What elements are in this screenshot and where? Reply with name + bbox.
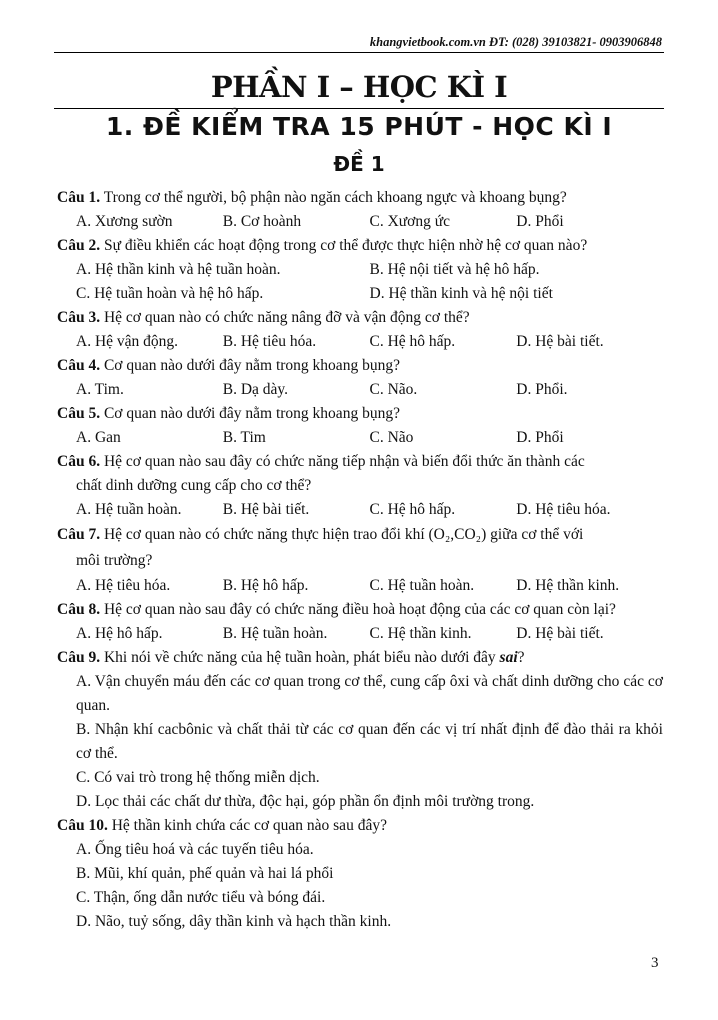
question-text: Hệ cơ quan nào sau đây có chức năng điều hoà hoạt động của các cơ quan còn lại? bbox=[103, 601, 616, 618]
part-title: PHẦN I – HỌC KÌ I bbox=[210, 70, 508, 104]
question-text: Hệ thần kinh chứa các cơ quan nào sau đây? bbox=[111, 817, 387, 834]
question-stem bbox=[57, 450, 663, 498]
answer-option: B. Hệ tuần hoàn. bbox=[222, 625, 328, 642]
answer-option: D. Lọc thải các chất dư thừa, độc hại, góp phần ổn định môi trường trong. bbox=[76, 793, 535, 810]
options-row bbox=[57, 378, 663, 402]
question-label: Câu 10. bbox=[57, 817, 108, 834]
question-stem bbox=[57, 186, 663, 210]
emphasis-word: sai bbox=[499, 649, 518, 666]
answer-option: D. Phổi bbox=[516, 429, 564, 446]
answer-option: B. Mũi, khí quản, phế quản và hai lá phổi bbox=[76, 865, 334, 882]
options-row bbox=[57, 210, 663, 234]
answer-option: B. Dạ dày. bbox=[222, 381, 289, 398]
answer-option: D. Hệ tiêu hóa. bbox=[516, 501, 611, 518]
answer-option: A. Ống tiêu hoá và các tuyến tiêu hóa. bbox=[76, 841, 314, 858]
question-stem bbox=[57, 522, 663, 574]
question-stem bbox=[57, 354, 663, 378]
question-text: Hệ cơ quan nào có chức năng nâng đỡ và vận động cơ thể? bbox=[103, 309, 470, 326]
page-header: khangvietbook.com.vn ĐT: (028) 39103821- 0903906848 bbox=[369, 35, 662, 49]
question-6 bbox=[57, 450, 663, 522]
page-number: 3 bbox=[651, 955, 659, 971]
answer-option: D. Hệ thần kinh. bbox=[516, 577, 620, 594]
exam-title: ĐỀ 1 bbox=[333, 152, 385, 176]
section-title: 1. ĐỀ KIỂM TRA 15 PHÚT - HỌC KÌ I bbox=[105, 112, 613, 141]
header-rule bbox=[54, 52, 664, 53]
answer-option: B. Hệ bài tiết. bbox=[222, 501, 310, 518]
question-label: Câu 4. bbox=[57, 357, 101, 374]
question-4 bbox=[57, 354, 663, 402]
answer-option: C. Hệ tuần hoàn. bbox=[369, 577, 475, 594]
options-row bbox=[57, 622, 663, 646]
answer-option: A. Xương sườn bbox=[76, 213, 173, 230]
answer-option: C. Hệ hô hấp. bbox=[369, 333, 456, 350]
question-text: Hệ cơ quan nào có chức năng thực hiện trao đổi khí (O₂,CO₂) giữa cơ thể với bbox=[103, 526, 584, 543]
question-7 bbox=[57, 522, 663, 598]
answer-option: B. Hệ tiêu hóa. bbox=[222, 333, 317, 350]
answer-option: B. Hệ nội tiết và hệ hô hấp. bbox=[369, 261, 540, 278]
question-label: Câu 9. bbox=[57, 649, 101, 666]
question-list bbox=[57, 186, 663, 934]
question-text: Cơ quan nào dưới đây nằm trong khoang bụng? bbox=[103, 405, 400, 422]
answer-option: A. Hệ thần kinh và hệ tuần hoàn. bbox=[76, 261, 281, 278]
question-stem bbox=[57, 598, 663, 622]
options-row bbox=[57, 330, 663, 354]
answer-option: B. Tim bbox=[222, 429, 266, 446]
question-text: Cơ quan nào dưới đây nằm trong khoang bụng? bbox=[103, 357, 400, 374]
answer-option: D. Hệ bài tiết. bbox=[516, 333, 604, 350]
question-stem bbox=[57, 814, 663, 838]
question-2 bbox=[57, 234, 663, 306]
answer-option: A. Hệ tuần hoàn. bbox=[76, 501, 182, 518]
answer-option: A. Tim. bbox=[76, 381, 124, 398]
question-text: Trong cơ thể người, bộ phận nào ngăn cách khoang ngực và khoang bụng? bbox=[103, 189, 567, 206]
options-row bbox=[57, 282, 663, 306]
question-8 bbox=[57, 598, 663, 646]
question-stem bbox=[57, 306, 663, 330]
answer-option: D. Phổi. bbox=[516, 381, 568, 398]
answer-option: A. Hệ hô hấp. bbox=[76, 625, 163, 642]
question-label: Câu 2. bbox=[57, 237, 101, 254]
question-tail: ? bbox=[517, 649, 525, 666]
answer-option: C. Hệ hô hấp. bbox=[369, 501, 456, 518]
answer-option: C. Hệ tuần hoàn và hệ hô hấp. bbox=[76, 285, 264, 302]
question-text-continued: môi trường? bbox=[76, 552, 153, 569]
options-row bbox=[57, 574, 663, 598]
question-label: Câu 8. bbox=[57, 601, 101, 618]
answer-option: C. Não. bbox=[369, 381, 418, 398]
question-label: Câu 7. bbox=[57, 526, 101, 543]
answer-option: A. Hệ vận động. bbox=[76, 333, 179, 350]
answer-option: D. Phổi bbox=[516, 213, 564, 230]
answer-option: C. Thận, ống dẫn nước tiểu và bóng đái. bbox=[76, 889, 326, 906]
question-text: Sự điều khiển các hoạt động trong cơ thể được thực hiện nhờ hệ cơ quan nào? bbox=[103, 237, 588, 254]
options-row bbox=[57, 426, 663, 450]
answer-option: D. Hệ thần kinh và hệ nội tiết bbox=[369, 285, 553, 302]
answer-option: A. Hệ tiêu hóa. bbox=[76, 577, 171, 594]
options-row bbox=[57, 498, 663, 522]
options-row bbox=[57, 258, 663, 282]
question-label: Câu 6. bbox=[57, 453, 101, 470]
question-text-continued: chất dinh dưỡng cung cấp cho cơ thể? bbox=[76, 477, 312, 494]
answer-option: C. Hệ thần kinh. bbox=[369, 625, 472, 642]
answer-option: C. Có vai trò trong hệ thống miễn dịch. bbox=[76, 769, 320, 786]
question-stem bbox=[57, 646, 663, 670]
answer-option: B. Nhận khí cacbônic và chất thải từ các cơ quan đến các vị trí nhất định để đào thải ra khỏi cơ thể. bbox=[76, 721, 663, 762]
answer-option: B. Cơ hoành bbox=[222, 213, 302, 230]
question-text: Khi nói về chức năng của hệ tuần hoàn, phát biểu nào dưới đây bbox=[103, 649, 496, 666]
title-rule bbox=[54, 108, 664, 109]
answer-option: D. Não, tuỷ sống, dây thần kinh và hạch thần kinh. bbox=[76, 913, 392, 930]
answer-option: D. Hệ bài tiết. bbox=[516, 625, 604, 642]
answer-option: C. Não bbox=[369, 429, 414, 446]
question-label: Câu 1. bbox=[57, 189, 101, 206]
question-label: Câu 3. bbox=[57, 309, 101, 326]
answer-option: C. Xương ức bbox=[369, 213, 451, 230]
question-stem bbox=[57, 402, 663, 426]
question-1 bbox=[57, 186, 663, 234]
answer-option: A. Gan bbox=[76, 429, 121, 446]
answer-option: A. Vận chuyển máu đến các cơ quan trong cơ thể, cung cấp ôxi và chất dinh dưỡng cho các cơ quan. bbox=[76, 673, 663, 714]
question-5 bbox=[57, 402, 663, 450]
question-10 bbox=[57, 814, 663, 934]
question-3 bbox=[57, 306, 663, 354]
question-text: Hệ cơ quan nào sau đây có chức năng tiếp nhận và biến đổi thức ăn thành các bbox=[103, 453, 585, 470]
question-stem bbox=[57, 234, 663, 258]
question-9 bbox=[57, 646, 663, 814]
question-label: Câu 5. bbox=[57, 405, 101, 422]
answer-option: B. Hệ hô hấp. bbox=[222, 577, 309, 594]
